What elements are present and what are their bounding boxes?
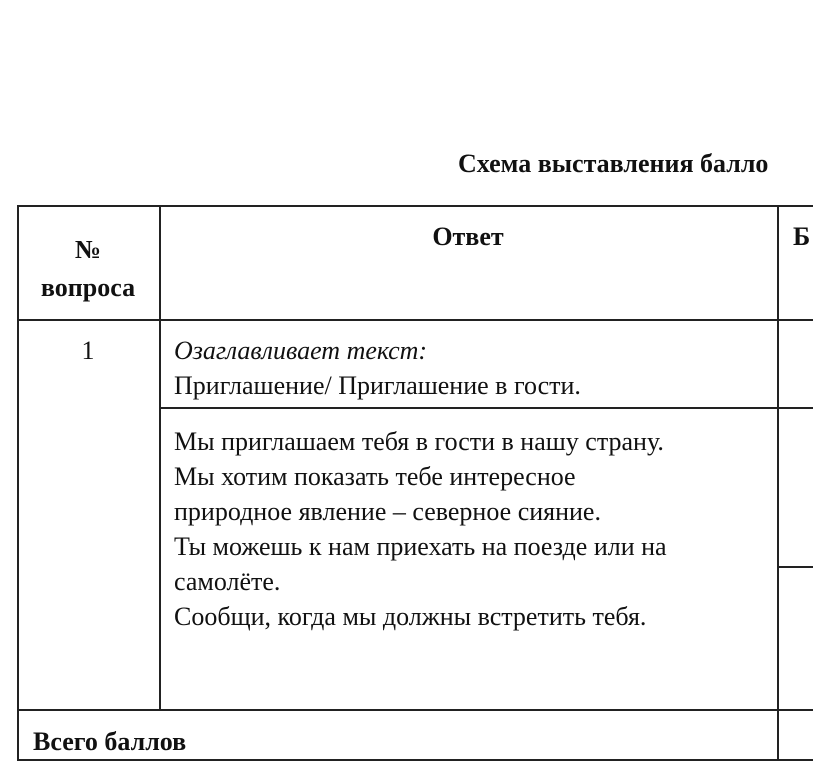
total-points-label: Всего баллов — [33, 727, 187, 756]
answer-text-line: Сообщи, когда мы должны встретить тебя. — [174, 602, 647, 631]
answer-text-line: природное явление – северное сияние. — [174, 497, 601, 526]
table-footer-divider — [17, 709, 813, 711]
table-border-bottom — [17, 759, 813, 761]
header-answer: Ответ — [432, 222, 504, 251]
column-divider-number — [159, 205, 161, 710]
header-points: Б — [793, 222, 811, 251]
column-divider-answer — [777, 205, 779, 760]
points-column-divider — [777, 566, 813, 568]
row-number: 1 — [81, 336, 95, 365]
answer-title-line: Приглашение/ Приглашение в гости. — [174, 371, 581, 400]
row-divider-title — [159, 407, 813, 409]
header-number-symbol: № — [74, 235, 102, 264]
answer-text-line: Мы хотим показать тебе интересное — [174, 462, 576, 491]
scoring-scheme-title: Схема выставления балло — [458, 149, 769, 178]
table-header-divider — [17, 319, 813, 321]
answer-italic-label: Озаглавливает текст: — [174, 336, 428, 365]
answer-text-line: Ты можешь к нам приехать на поезде или на — [174, 532, 667, 561]
answer-text-line: самолёте. — [174, 567, 281, 596]
table-border-top — [17, 205, 813, 207]
header-number-label: вопроса — [40, 273, 136, 302]
answer-text-line: Мы приглашаем тебя в гости в нашу страну. — [174, 427, 664, 456]
